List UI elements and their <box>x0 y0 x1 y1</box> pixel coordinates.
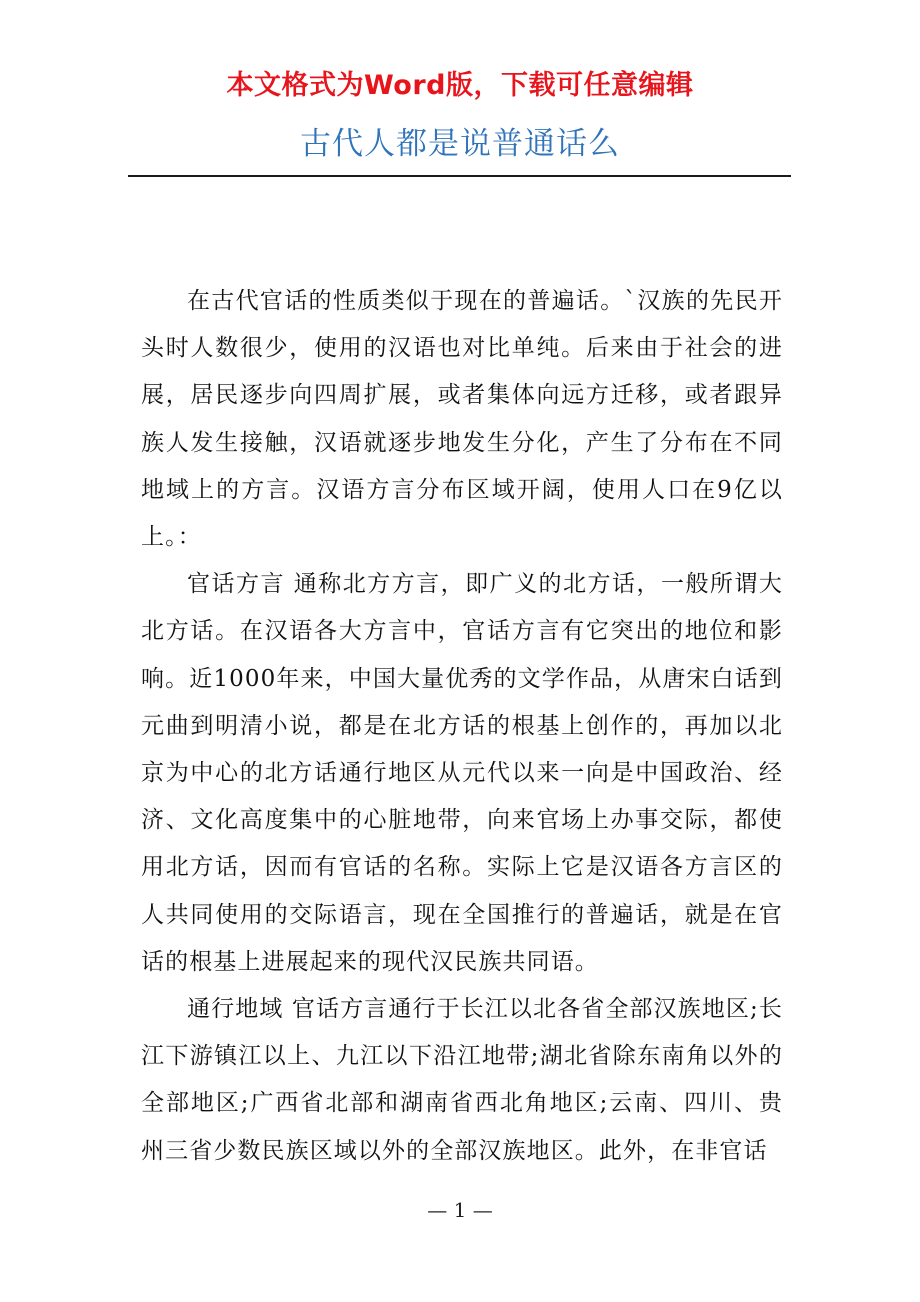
paragraph-distribution-area: 通行地域 官话方言通行于长江以北各省全部汉族地区;长江下游镇江以上、九江以下沿江地带;湖北省除东南角以外的全部地区;广西省北部和湖南省西北角地区;云南、四川、贵州三省少数民族区域以外的全部汉族地区。此外，在非官话 <box>141 996 783 1164</box>
title-divider <box>128 175 791 177</box>
paragraph-intro: 在古代官话的性质类似于现在的普遍话。`汉族的先民开头时人数很少，使用的汉语也对比单纯。后来由于社会的进展，居民逐步向四周扩展，或者集体向远方迁移，或者跟异族人发生接触，汉语就逐步地发生分化，产生了分布在不同地域上的方言。汉语方言分布区域开阔，使用人口在9亿以上。： <box>141 288 783 551</box>
document-body <box>141 278 783 1175</box>
paragraph-guanhua-dialect: 官话方言 通称北方方言，即广义的北方话，一般所谓大北方话。在汉语各大方言中，官话方言有它突出的地位和影响。近1000年来，中国大量优秀的文学作品，从唐宋白话到元曲到明清小说，都是在北方话的根基上创作的，再加以北京为中心的北方话通行地区从元代以来一向是中国政治、经济、文化高度集中的心脏地带，向来官场上办事交际，都使用北方话，因而有官话的名称。实际上它是汉语各方言区的人共同使用的交际语言，现在全国推行的普遍话，就是在官话的根基上进展起来的现代汉民族共同语。 <box>141 571 783 975</box>
document-title: 古代人都是说普通话么 <box>300 126 620 162</box>
format-notice: 本文格式为Word版，下载可任意编辑 <box>226 70 694 101</box>
page-number: — 1 — <box>427 1198 493 1222</box>
